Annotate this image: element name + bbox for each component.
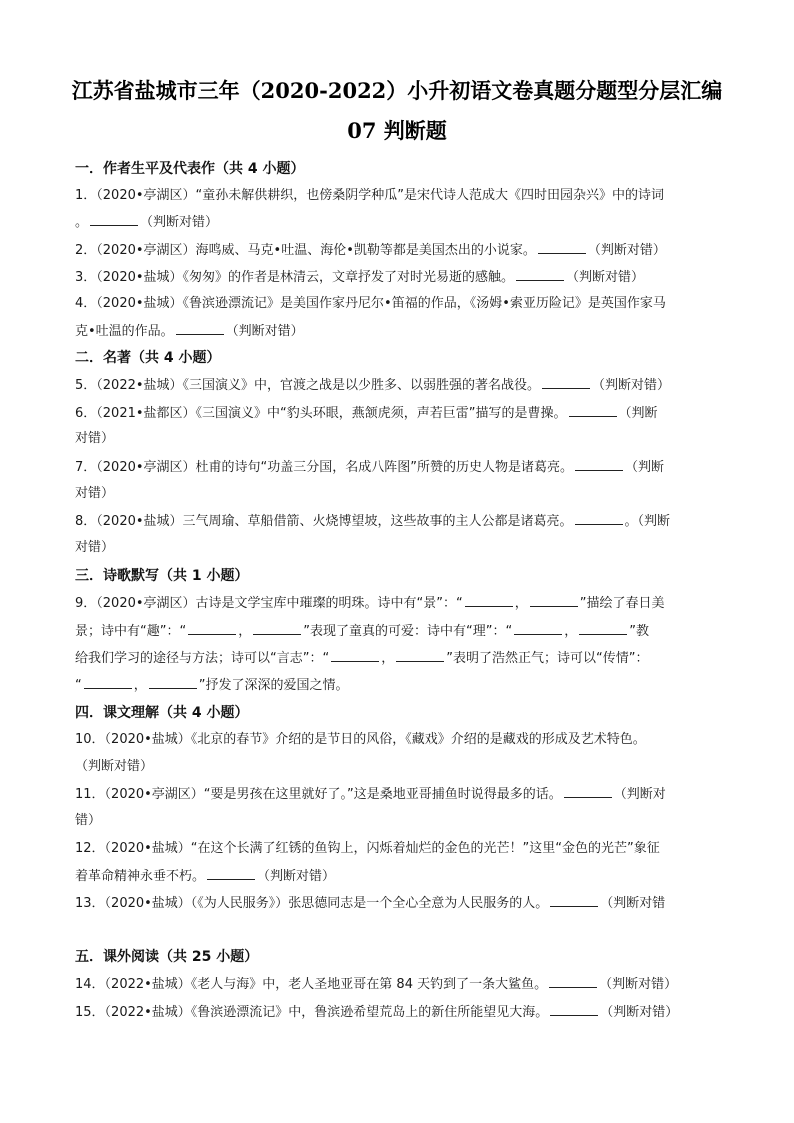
question-line: 对错） (75, 486, 115, 501)
question-line: 10．（2020•盐城）《北京的春节》介绍的是节日的风俗，《藏戏》介绍的是藏戏的形成及艺术特色。 (75, 732, 646, 747)
question-line: 景；诗中有“趣”：“ ， ”表现了童真的可爱：诗中有“理”：“ ， ”教 (75, 620, 649, 643)
answer-blank[interactable] (549, 973, 597, 988)
question-line: 3．（2020•盐城）《匆匆》的作者是林清云，文章抒发了对时光易逝的感触。 （判断对错） (75, 266, 644, 289)
question-line: 14．（2022•盐城）《老人与海》中，老人圣地亚哥在第 84 天钓到了一条大鲨鱼。 （判断对错） (75, 973, 677, 996)
answer-blank[interactable] (579, 620, 627, 635)
answer-blank[interactable] (514, 620, 562, 635)
question-line: 克•吐温的作品。 （判断对错） (75, 320, 304, 343)
answer-blank[interactable] (188, 620, 236, 635)
answer-blank[interactable] (396, 647, 444, 662)
section-heading: 四．课文理解（共 4 小题） (75, 705, 249, 721)
answer-blank[interactable] (550, 1001, 598, 1016)
question-line: 5．（2022•盐城）《三国演义》中，官渡之战是以少胜多、以弱胜强的著名战役。 （判断对错） (75, 374, 670, 397)
question-line: 11．（2020•亭湖区）“要是男孩在这里就好了。”这是桑地亚哥捕鱼时说得最多的话。 （判断对 (75, 783, 666, 806)
question-line: （判断对错） (75, 759, 154, 774)
answer-blank[interactable] (569, 402, 617, 417)
answer-blank[interactable] (516, 266, 564, 281)
answer-blank[interactable] (575, 456, 623, 471)
question-line: 对错） (75, 431, 115, 446)
answer-blank[interactable] (575, 510, 623, 525)
question-line: 4．（2020•盐城）《鲁滨逊漂流记》是美国作家丹尼尔•笛福的作品，《汤姆•索亚历险记》是英国作家马 (75, 296, 666, 311)
question-line: 13．（2020•盐城）（《为人民服务》）张思德同志是一个全心全意为人民服务的人。 （判断对错 (75, 892, 665, 915)
answer-blank[interactable] (542, 374, 590, 389)
answer-blank[interactable] (253, 620, 301, 635)
section-heading: 五．课外阅读（共 25 小题） (75, 949, 259, 965)
question-line: “ ， ”抒发了深深的爱国之情。 (75, 674, 349, 697)
answer-blank[interactable] (538, 239, 586, 254)
question-line: 15．（2022•盐城）《鲁滨逊漂流记》中，鲁滨逊希望荒岛上的新住所能望见大海。 （判断对错） (75, 1001, 678, 1024)
question-line: 6．（2021•盐都区）《三国演义》中“豹头环眼，燕颔虎须，声若巨雷”描写的是曹操。 （判断 (75, 402, 658, 425)
question-line: 着革命精神永垂不朽。 （判断对错） (75, 865, 335, 888)
answer-blank[interactable] (530, 592, 578, 607)
question-line: 7．（2020•亭湖区）杜甫的诗句“功盖三分国，名成八阵图”所赞的历史人物是诸葛亮。 （判断 (75, 456, 664, 479)
answer-blank[interactable] (465, 592, 513, 607)
section-heading: 二．名著（共 4 小题） (75, 350, 221, 366)
document-title: 江苏省盐城市三年（2020-2022）小升初语文卷真题分题型分层汇编 (71, 78, 723, 103)
answer-blank[interactable] (564, 783, 612, 798)
answer-blank[interactable] (550, 892, 598, 907)
question-line: 错） (75, 813, 102, 828)
answer-blank[interactable] (149, 674, 197, 689)
document-subtitle: 07 判断题 (347, 118, 447, 143)
answer-blank[interactable] (90, 211, 138, 226)
answer-blank[interactable] (176, 320, 224, 335)
question-line: 。 （判断对错） (75, 211, 218, 234)
question-line: 对错） (75, 540, 115, 555)
question-line: 1．（2020•亭湖区）“童孙未解供耕织，也傍桑阴学种瓜”是宋代诗人范成大《四时田园杂兴》中的诗词 (75, 188, 664, 203)
question-line: 2．（2020•亭湖区）海鸣威、马克•吐温、海伦•凯勒等都是美国杰出的小说家。 （判断对错） (75, 239, 666, 262)
section-heading: 一．作者生平及代表作（共 4 小题） (75, 161, 305, 177)
question-line: 给我们学习的途径与方法；诗可以“言志”：“ ， ”表明了浩然正气；诗可以“传情”： (75, 647, 648, 670)
question-line: 9．（2020•亭湖区）古诗是文学宝库中璀璨的明珠。诗中有“景”：“ ， ”描绘了春日美 (75, 592, 665, 615)
section-heading: 三．诗歌默写（共 1 小题） (75, 568, 249, 584)
question-line: 12．（2020•盐城）“在这个长满了红锈的鱼钩上，闪烁着灿烂的金色的光芒！”这里“金色的光芒”象征 (75, 841, 660, 856)
answer-blank[interactable] (84, 674, 132, 689)
answer-blank[interactable] (331, 647, 379, 662)
answer-blank[interactable] (207, 865, 255, 880)
question-line: 8．（2020•盐城）三气周瑜、草船借箭、火烧博望坡，这些故事的主人公都是诸葛亮。 。（判断 (75, 510, 670, 533)
